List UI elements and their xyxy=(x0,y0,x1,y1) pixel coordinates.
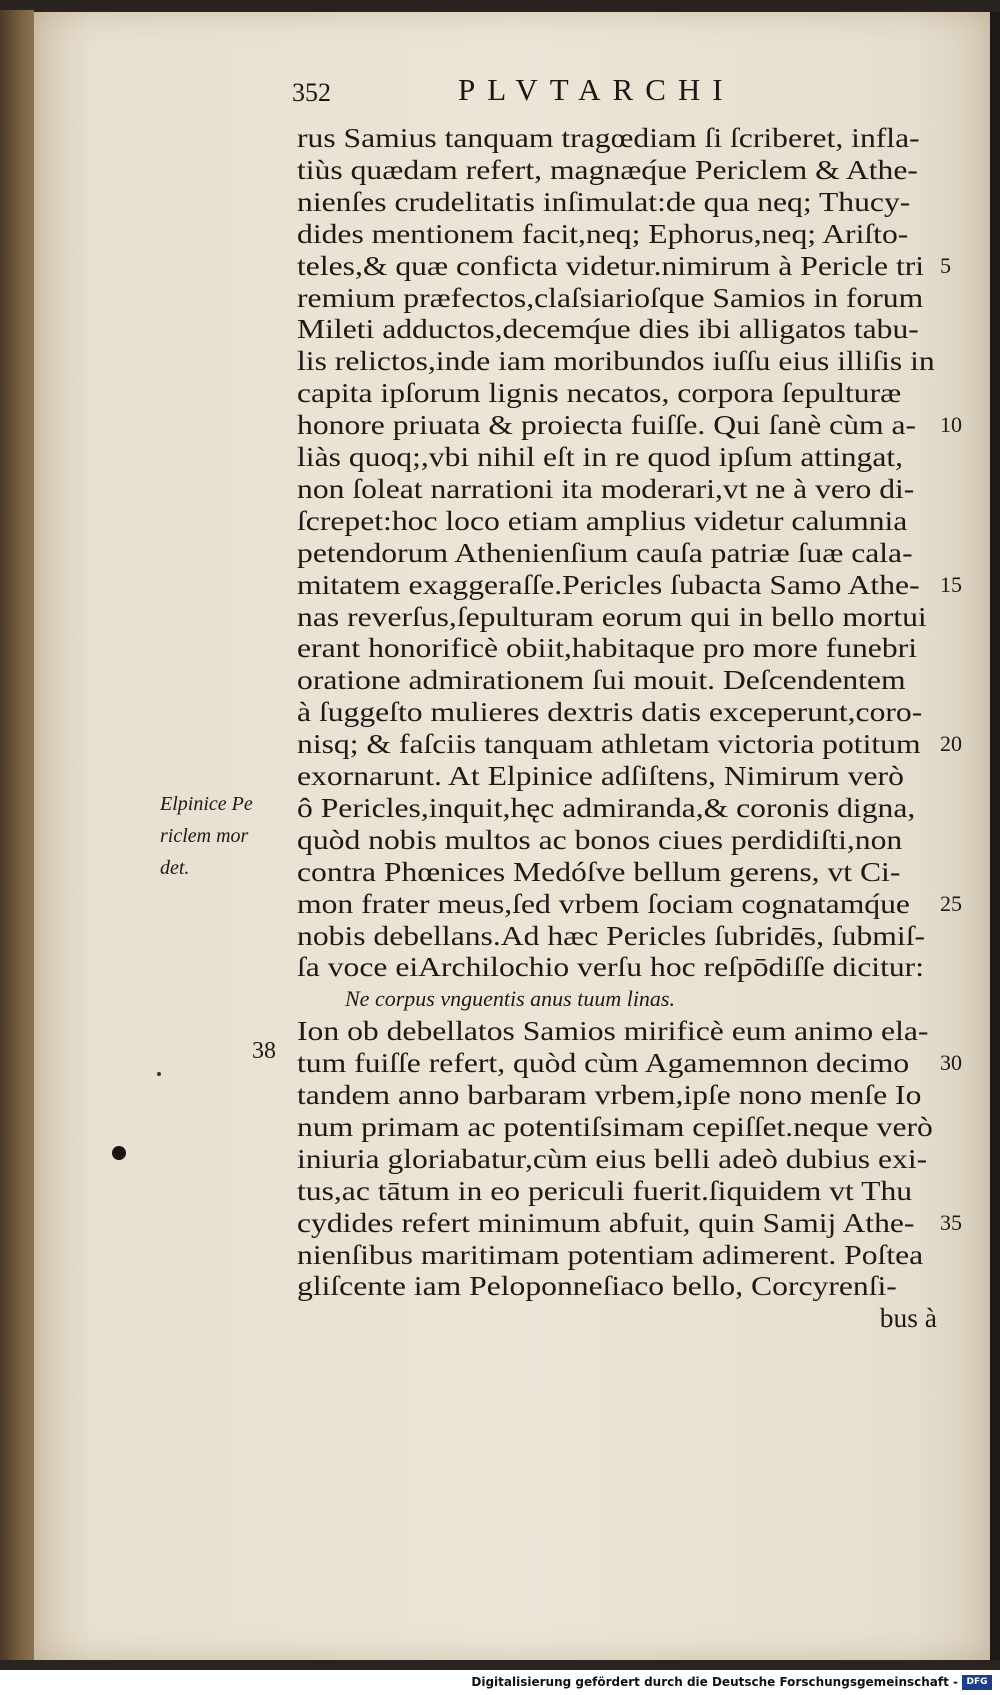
text-line: nas reverſus,ſepulturam eorum qui in bello mortui xyxy=(297,600,927,632)
text-line: remium præfectos,claſsiarioſque Samios in forum xyxy=(297,281,924,313)
text-line: gliſcente iam Peloponneſiaco bello, Corcyrenſi- xyxy=(297,1270,897,1302)
marginal-note-line: riclem mor xyxy=(160,825,249,847)
text-line: petendorum Athenienſium cauſa patriæ ſuæ cala- xyxy=(297,536,913,568)
text-line: nisq; & faſciis tanquam athletam victoria potitum xyxy=(297,728,921,760)
text-line: iniuria gloriabatur,cùm eius belli adeò dubius exi- xyxy=(297,1142,928,1174)
text-line: honore priuata & proiecta fuiſſe. Qui ſanè cùm a- xyxy=(297,409,917,441)
text-line: nienſibus maritimam potentiam adimerent. Poſtea xyxy=(297,1238,924,1270)
text-line: ſa voce eiArchilochio verſu hoc reſpōdiſſe dicitur: xyxy=(297,951,925,983)
text-line: tiùs quædam refert, magnæq́ue Periclem & Athe- xyxy=(297,153,918,185)
page-fore-edge xyxy=(990,12,1000,1660)
text-line: capita ipſorum lignis necatos, corpora ſepulturæ xyxy=(297,377,902,409)
text-line: contra Phœnices Medóſve bellum gerens, vt Ci- xyxy=(297,855,901,887)
line-number: 15 xyxy=(940,571,962,597)
text-line: dides mentionem facit,neq; Ephorus,neq; Ariſto- xyxy=(297,217,909,249)
page-number: 352 xyxy=(292,78,331,107)
marginal-note-line: det. xyxy=(160,857,190,879)
line-number: 25 xyxy=(940,890,962,916)
text-line: mon frater meus,ſed vrbem ſociam cognatamq́ue xyxy=(297,887,910,919)
dfg-logo: DFG xyxy=(962,1675,992,1690)
marginal-note xyxy=(160,788,290,884)
line-number: 35 xyxy=(940,1209,962,1235)
footer-credit: Digitalisierung gefördert durch die Deutsche Forschungsgemeinschaft - xyxy=(471,1675,958,1689)
text-line: teles,& quæ conficta videtur.nimirum à Pericle tri xyxy=(297,249,925,281)
text-line: Ne corpus vnguentis anus tuum linas. xyxy=(345,986,675,1012)
text-line: nienſes crudelitatis inſimulat:de qua neq; Thucy- xyxy=(297,185,911,217)
text-line: ô Pericles,inquit,hęc admiranda,& coronis digna, xyxy=(297,791,916,823)
text-line: tandem anno barbaram vrbem,ipſe nono menſe Io xyxy=(297,1079,922,1110)
text-line: bus à xyxy=(879,1302,937,1334)
text-line: erant honorificè obiit,habitaque pro more funebri xyxy=(297,632,917,664)
ink-speck xyxy=(157,1072,161,1076)
text-line: quòd nobis multos ac bonos ciues perdidiſti,non xyxy=(297,823,903,855)
marginal-number: 38 xyxy=(252,1038,276,1064)
ink-blot xyxy=(112,1146,126,1160)
text-line: Mileti adductos,decemq́ue dies ibi alligatos tabu- xyxy=(297,313,919,345)
text-line: exornarunt. At Elpinice adſiſtens, Nimirum verò xyxy=(297,760,904,791)
text-line: cydides refert minimum abfuit, quin Samij Athe- xyxy=(297,1206,915,1238)
marginal-note-line: Elpinice Pe xyxy=(160,793,253,815)
footer-bar xyxy=(0,1672,1000,1695)
running-title: PLVTARCHI xyxy=(458,72,735,107)
line-number: 20 xyxy=(940,731,962,757)
text-line: ſcrepet:hoc loco etiam amplius videtur calumnia xyxy=(297,504,908,536)
text-line: liàs quoq;,vbi nihil eſt in re quod ipſum attingat, xyxy=(297,441,904,472)
text-line: à ſuggeſto mulieres dextris datis exceperunt,coro- xyxy=(297,696,923,728)
book-binding-edge xyxy=(0,10,34,1660)
text-line: mitatem exaggeraſſe.Pericles ſubacta Samo Athe- xyxy=(297,568,920,600)
text-line: rus Samius tanquam tragœdiam ſi ſcriberet, infla- xyxy=(297,122,920,153)
line-number: 10 xyxy=(940,412,962,438)
line-number: 5 xyxy=(940,252,951,278)
text-line: non ſoleat narrationi ita moderari,vt ne à vero di- xyxy=(297,472,915,504)
text-line: nobis debellans.Ad hæc Pericles ſubridēs, ſubmiſ- xyxy=(297,919,926,951)
text-line: tum fuiſſe refert, quòd cùm Agamemnon decimo xyxy=(297,1047,910,1079)
text-line: tus,ac tātum in eo periculi fuerit.ſiquidem vt Thu xyxy=(297,1174,913,1206)
text-line: num primam ac potentiſsimam cepiſſet.neque verò xyxy=(297,1110,933,1142)
text-line: lis relictos,inde iam moribundos iuſſu eius illiſis in xyxy=(297,345,935,377)
line-number: 30 xyxy=(940,1050,962,1076)
text-line: Ion ob debellatos Samios mirificè eum animo ela- xyxy=(297,1015,929,1047)
text-line: oratione admirationem ſui mouit. Deſcendentem xyxy=(297,664,906,696)
